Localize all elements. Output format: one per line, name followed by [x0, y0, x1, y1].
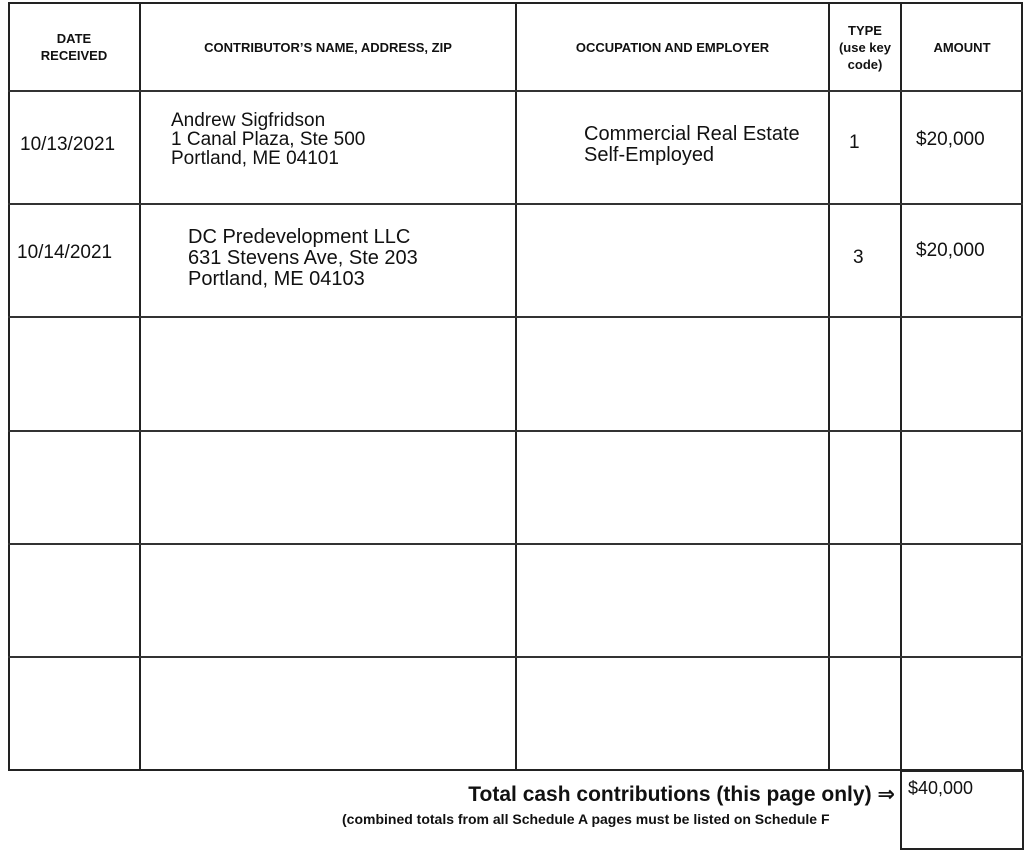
- row-divider: [8, 430, 1023, 432]
- row1-date: 10/13/2021: [20, 134, 116, 155]
- row2-amount: $20,000: [916, 240, 985, 261]
- row1-contributor: [171, 111, 365, 168]
- row2-name: DC Predevelopment LLC: [188, 226, 411, 248]
- row1-amount: $20,000: [916, 129, 985, 150]
- total-label: Total cash contributions (this page only) ⇒: [468, 783, 895, 806]
- total-amount: $40,000: [908, 778, 974, 798]
- total-note: (combined totals from all Schedule A pages must be listed on Schedule F: [342, 811, 830, 827]
- row1-type: 1: [849, 132, 860, 153]
- header-occupation: OCCUPATION AND EMPLOYER: [575, 39, 770, 55]
- row-divider: [8, 316, 1023, 318]
- row2-address-line2: Portland, ME 04103: [188, 268, 365, 290]
- row1-address-line2: Portland, ME 04101: [171, 148, 339, 169]
- row2-date: 10/14/2021: [17, 242, 113, 263]
- row2-type: 3: [853, 247, 864, 268]
- row2-address-line1: 631 Stevens Ave, Ste 203: [188, 247, 418, 269]
- row-divider: [8, 203, 1023, 205]
- row1-occupation: Commercial Real Estate: [584, 123, 800, 145]
- header-contributor: CONTRIBUTOR’S NAME, ADDRESS, ZIP: [204, 39, 452, 55]
- row-divider: [8, 656, 1023, 658]
- row1-employer: Self-Employed: [584, 144, 715, 166]
- header-amount: AMOUNT: [933, 39, 991, 55]
- row2-contributor: [188, 227, 418, 290]
- header-type: TYPE (use key code): [838, 22, 892, 72]
- row-divider: [8, 543, 1023, 545]
- row1-address-line1: 1 Canal Plaza, Ste 500: [171, 129, 366, 150]
- row1-occupation-employer: [584, 124, 800, 166]
- header-date-received: DATE RECEIVED: [40, 31, 108, 63]
- row-divider: [8, 90, 1023, 92]
- row1-name: Andrew Sigfridson: [171, 110, 326, 131]
